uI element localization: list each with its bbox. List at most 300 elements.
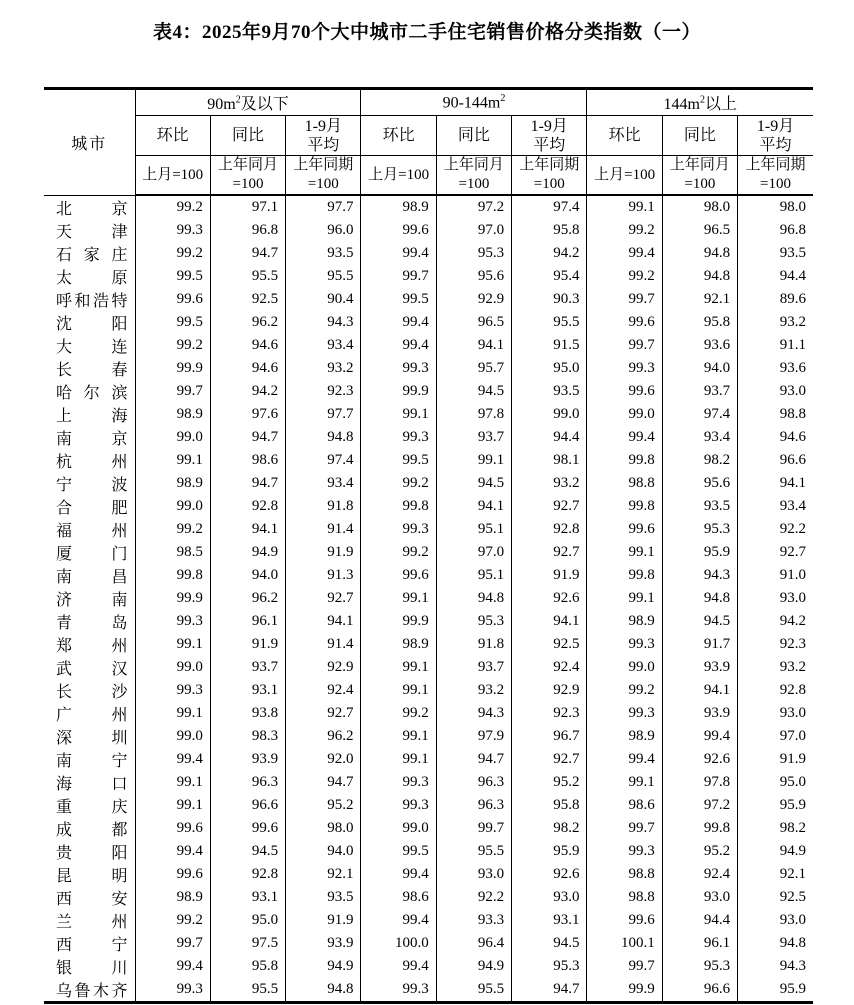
table-row — [44, 334, 813, 357]
city-name: 西 宁 — [56, 936, 128, 954]
value-cell: 91.5 — [512, 334, 587, 357]
value-cell: 96.1 — [662, 932, 737, 955]
value-cell: 93.1 — [210, 886, 285, 909]
metric-header-avg: 1-9月 平均 — [738, 116, 813, 156]
table-body — [44, 195, 813, 1002]
value-cell: 99.8 — [587, 564, 662, 587]
value-cell: 92.8 — [210, 863, 285, 886]
value-cell: 99.4 — [587, 242, 662, 265]
city-name: 南 京 — [56, 430, 128, 448]
group-header-row — [44, 89, 813, 116]
city-name: 厦 门 — [56, 545, 128, 563]
city-name: 太 原 — [56, 269, 128, 287]
value-cell: 99.8 — [662, 817, 737, 840]
value-cell: 94.3 — [662, 564, 737, 587]
city-cell — [44, 495, 135, 518]
value-cell: 92.8 — [779, 681, 806, 698]
value-cell: 93.7 — [436, 426, 511, 449]
value-cell: 94.6 — [210, 334, 285, 357]
value-cell: 95.2 — [512, 771, 587, 794]
value-cell: 99.7 — [436, 817, 511, 840]
value-cell: 92.7 — [512, 541, 587, 564]
value-cell: 92.1 — [662, 288, 737, 311]
city-name: 贵 阳 — [56, 844, 128, 862]
value-cell: 93.0 — [779, 382, 806, 399]
city-name: 南 昌 — [56, 568, 128, 586]
value-cell: 93.4 — [286, 472, 361, 495]
value-cell: 99.3 — [135, 610, 210, 633]
value-cell: 97.9 — [436, 725, 511, 748]
value-cell: 92.6 — [512, 863, 587, 886]
city-cell — [44, 656, 135, 679]
value-cell: 98.2 — [662, 449, 737, 472]
table-row — [44, 702, 813, 725]
value-cell: 91.8 — [286, 495, 361, 518]
value-cell: 99.8 — [135, 564, 210, 587]
value-cell: 99.7 — [587, 817, 662, 840]
table-row — [44, 380, 813, 403]
value-cell: 95.8 — [210, 955, 285, 978]
value-cell: 93.7 — [662, 380, 737, 403]
value-cell: 99.3 — [587, 357, 662, 380]
value-cell: 92.4 — [662, 863, 737, 886]
value-cell: 96.2 — [210, 311, 285, 334]
value-cell: 92.9 — [512, 679, 587, 702]
value-cell: 99.6 — [135, 863, 210, 886]
value-cell: 99.1 — [361, 748, 436, 771]
city-cell — [44, 886, 135, 909]
value-cell: 94.7 — [512, 978, 587, 1003]
city-name: 杭 州 — [56, 453, 128, 471]
value-cell: 91.0 — [779, 566, 806, 583]
value-cell: 94.8 — [286, 978, 361, 1003]
value-cell: 98.0 — [779, 198, 806, 215]
value-cell: 95.5 — [286, 265, 361, 288]
value-cell: 91.8 — [436, 633, 511, 656]
table-row — [44, 932, 813, 955]
value-cell: 99.1 — [587, 541, 662, 564]
value-cell: 92.7 — [286, 702, 361, 725]
city-cell — [44, 863, 135, 886]
value-cell: 94.1 — [779, 474, 806, 491]
city-name: 海 口 — [56, 775, 128, 793]
value-cell: 99.5 — [135, 311, 210, 334]
value-cell: 98.8 — [587, 472, 662, 495]
value-cell: 92.7 — [286, 587, 361, 610]
value-cell: 96.5 — [662, 219, 737, 242]
value-cell: 95.0 — [512, 357, 587, 380]
value-cell: 99.6 — [361, 564, 436, 587]
value-cell: 97.8 — [436, 403, 511, 426]
value-cell: 94.9 — [436, 955, 511, 978]
value-cell: 92.2 — [779, 520, 806, 537]
value-cell: 99.4 — [361, 909, 436, 932]
value-cell: 95.5 — [210, 978, 285, 1003]
city-cell — [44, 288, 135, 311]
value-cell: 99.3 — [587, 702, 662, 725]
value-cell: 95.2 — [662, 840, 737, 863]
value-cell: 94.7 — [210, 426, 285, 449]
value-cell: 93.5 — [512, 380, 587, 403]
value-cell: 99.3 — [587, 840, 662, 863]
value-cell: 95.6 — [436, 265, 511, 288]
value-cell: 98.5 — [135, 541, 210, 564]
value-cell: 98.6 — [210, 449, 285, 472]
city-cell — [44, 334, 135, 357]
value-cell: 99.6 — [587, 909, 662, 932]
value-cell: 99.3 — [361, 426, 436, 449]
value-cell: 100.1 — [587, 932, 662, 955]
value-cell: 95.1 — [436, 564, 511, 587]
value-cell: 96.3 — [436, 794, 511, 817]
city-name: 重 庆 — [56, 798, 128, 816]
value-cell: 96.1 — [210, 610, 285, 633]
value-cell: 99.1 — [587, 195, 662, 219]
group-header-90-below — [135, 89, 361, 116]
city-column-header: 城市 — [44, 89, 135, 196]
value-cell: 99.3 — [135, 978, 210, 1003]
city-name: 呼 和 浩 特 — [56, 292, 128, 310]
value-cell: 99.1 — [135, 633, 210, 656]
value-cell: 93.4 — [286, 334, 361, 357]
value-cell: 98.9 — [361, 633, 436, 656]
price-index-table — [44, 87, 813, 1004]
base-header-avg: 上年同期 =100 — [286, 156, 361, 196]
value-cell: 95.8 — [512, 794, 587, 817]
value-cell: 93.2 — [436, 679, 511, 702]
group-superscript: 2 — [500, 92, 506, 104]
value-cell: 95.7 — [436, 357, 511, 380]
value-cell: 95.8 — [662, 311, 737, 334]
value-cell: 93.7 — [210, 656, 285, 679]
value-cell: 94.3 — [286, 311, 361, 334]
table-row — [44, 679, 813, 702]
city-name: 广 州 — [56, 706, 128, 724]
city-cell — [44, 817, 135, 840]
value-cell: 99.2 — [135, 242, 210, 265]
value-cell: 99.3 — [587, 633, 662, 656]
value-cell: 92.7 — [779, 543, 806, 560]
table-row — [44, 449, 813, 472]
base-header-yoy: 上年同月 =100 — [662, 156, 737, 196]
table-row — [44, 725, 813, 748]
value-cell: 94.0 — [662, 357, 737, 380]
city-name: 合 肥 — [56, 499, 128, 517]
city-cell — [44, 403, 135, 426]
base-header-mom: 上月=100 — [361, 156, 436, 196]
value-cell: 98.6 — [361, 886, 436, 909]
value-cell: 96.0 — [286, 219, 361, 242]
value-cell: 92.3 — [286, 380, 361, 403]
value-cell: 93.2 — [512, 472, 587, 495]
value-cell: 94.1 — [662, 679, 737, 702]
value-cell: 93.9 — [286, 932, 361, 955]
value-cell: 99.6 — [587, 311, 662, 334]
city-cell — [44, 449, 135, 472]
city-cell — [44, 794, 135, 817]
city-name: 大 连 — [56, 338, 128, 356]
group-superscript: 2 — [235, 94, 241, 106]
metric-header-avg: 1-9月 平均 — [286, 116, 361, 156]
value-cell: 93.0 — [779, 704, 806, 721]
value-cell: 92.9 — [286, 656, 361, 679]
value-cell: 93.9 — [662, 656, 737, 679]
value-cell: 99.6 — [210, 817, 285, 840]
table-row — [44, 495, 813, 518]
city-name: 深 圳 — [56, 729, 128, 747]
value-cell: 99.9 — [361, 380, 436, 403]
city-cell — [44, 472, 135, 495]
value-cell: 94.5 — [512, 932, 587, 955]
value-cell: 99.2 — [361, 702, 436, 725]
value-cell: 99.3 — [135, 679, 210, 702]
value-cell: 92.1 — [779, 865, 806, 882]
value-cell: 95.8 — [512, 219, 587, 242]
value-cell: 94.7 — [286, 771, 361, 794]
value-cell: 97.2 — [436, 195, 511, 219]
table-row — [44, 219, 813, 242]
value-cell: 98.0 — [662, 195, 737, 219]
value-cell: 92.9 — [436, 288, 511, 311]
city-cell — [44, 932, 135, 955]
value-cell: 94.0 — [286, 840, 361, 863]
value-cell: 98.1 — [512, 449, 587, 472]
value-cell: 94.5 — [210, 840, 285, 863]
value-cell: 99.3 — [361, 771, 436, 794]
table-row — [44, 403, 813, 426]
table-row — [44, 587, 813, 610]
value-cell: 94.1 — [286, 610, 361, 633]
value-cell: 94.4 — [779, 267, 806, 284]
value-cell: 93.8 — [210, 702, 285, 725]
metric-header-yoy: 同比 — [662, 116, 737, 156]
value-cell: 99.3 — [361, 978, 436, 1003]
table-row — [44, 518, 813, 541]
value-cell: 99.8 — [587, 495, 662, 518]
value-cell: 97.8 — [662, 771, 737, 794]
metric-header-avg: 1-9月 平均 — [512, 116, 587, 156]
value-cell: 99.4 — [135, 840, 210, 863]
value-cell: 95.5 — [436, 978, 511, 1003]
table-row — [44, 863, 813, 886]
value-cell: 94.9 — [210, 541, 285, 564]
value-cell: 93.0 — [512, 886, 587, 909]
value-cell: 99.4 — [361, 242, 436, 265]
value-cell: 96.6 — [662, 978, 737, 1003]
value-cell: 99.0 — [135, 656, 210, 679]
table-row — [44, 610, 813, 633]
value-cell: 93.2 — [779, 313, 806, 330]
value-cell: 94.8 — [662, 587, 737, 610]
value-cell: 97.1 — [210, 195, 285, 219]
value-cell: 93.4 — [779, 497, 806, 514]
group-header-144-above — [587, 89, 813, 116]
value-cell: 95.9 — [779, 980, 806, 997]
value-cell: 99.5 — [135, 265, 210, 288]
value-cell: 95.0 — [779, 773, 806, 790]
value-cell: 95.3 — [436, 610, 511, 633]
value-cell: 100.0 — [361, 932, 436, 955]
value-cell: 99.3 — [361, 794, 436, 817]
city-name: 济 南 — [56, 591, 128, 609]
value-cell: 91.9 — [512, 564, 587, 587]
value-cell: 94.7 — [436, 748, 511, 771]
value-cell: 99.9 — [135, 587, 210, 610]
value-cell: 92.7 — [512, 748, 587, 771]
value-cell: 94.7 — [210, 242, 285, 265]
value-cell: 97.5 — [210, 932, 285, 955]
value-cell: 93.3 — [436, 909, 511, 932]
value-cell: 94.3 — [779, 957, 806, 974]
value-cell: 92.8 — [210, 495, 285, 518]
value-cell: 94.1 — [512, 610, 587, 633]
value-cell: 94.8 — [286, 426, 361, 449]
value-cell: 94.8 — [779, 934, 806, 951]
value-cell: 97.7 — [286, 195, 361, 219]
city-cell — [44, 840, 135, 863]
city-name: 福 州 — [56, 522, 128, 540]
value-cell: 96.5 — [436, 311, 511, 334]
value-cell: 97.4 — [286, 449, 361, 472]
value-cell: 93.5 — [779, 244, 806, 261]
value-cell: 95.3 — [436, 242, 511, 265]
metric-header-row — [44, 116, 813, 156]
value-cell: 92.5 — [779, 888, 806, 905]
group-label-post: 及以下 — [240, 96, 289, 113]
value-cell: 93.0 — [779, 589, 806, 606]
value-cell: 94.9 — [286, 955, 361, 978]
value-cell: 93.0 — [436, 863, 511, 886]
value-cell: 95.5 — [512, 311, 587, 334]
value-cell: 98.9 — [587, 610, 662, 633]
value-cell: 94.6 — [210, 357, 285, 380]
value-cell: 99.7 — [135, 380, 210, 403]
table-row — [44, 265, 813, 288]
city-cell — [44, 518, 135, 541]
value-cell: 91.1 — [779, 336, 806, 353]
value-cell: 99.4 — [662, 725, 737, 748]
city-cell — [44, 564, 135, 587]
value-cell: 99.3 — [361, 357, 436, 380]
value-cell: 93.0 — [662, 886, 737, 909]
value-cell: 99.9 — [361, 610, 436, 633]
value-cell: 96.2 — [286, 725, 361, 748]
value-cell: 99.8 — [587, 449, 662, 472]
value-cell: 99.6 — [135, 817, 210, 840]
table-row — [44, 564, 813, 587]
value-cell: 98.2 — [512, 817, 587, 840]
value-cell: 93.2 — [779, 658, 806, 675]
value-cell: 99.0 — [587, 403, 662, 426]
value-cell: 94.0 — [210, 564, 285, 587]
city-cell — [44, 265, 135, 288]
city-name: 银 川 — [56, 959, 128, 977]
metric-header-yoy: 同比 — [210, 116, 285, 156]
metric-header-mom: 环比 — [361, 116, 436, 156]
city-cell — [44, 610, 135, 633]
city-cell — [44, 633, 135, 656]
value-cell: 94.8 — [662, 242, 737, 265]
value-cell: 96.3 — [210, 771, 285, 794]
value-cell: 94.8 — [662, 265, 737, 288]
value-cell: 99.1 — [361, 587, 436, 610]
value-cell: 99.4 — [587, 426, 662, 449]
value-cell: 99.7 — [135, 932, 210, 955]
value-cell: 92.8 — [512, 518, 587, 541]
value-cell: 92.6 — [662, 748, 737, 771]
value-cell: 94.8 — [436, 587, 511, 610]
base-header-avg: 上年同期 =100 — [512, 156, 587, 196]
value-cell: 93.4 — [662, 426, 737, 449]
city-cell — [44, 311, 135, 334]
city-cell — [44, 978, 135, 1003]
value-cell: 99.2 — [135, 195, 210, 219]
value-cell: 93.9 — [210, 748, 285, 771]
value-cell: 92.5 — [210, 288, 285, 311]
value-cell: 99.8 — [361, 495, 436, 518]
value-cell: 99.2 — [135, 334, 210, 357]
value-cell: 99.2 — [587, 219, 662, 242]
table-row — [44, 288, 813, 311]
value-cell: 99.4 — [361, 334, 436, 357]
city-name: 南 宁 — [56, 752, 128, 770]
value-cell: 96.6 — [210, 794, 285, 817]
value-cell: 97.4 — [512, 195, 587, 219]
value-cell: 91.3 — [286, 564, 361, 587]
base-header-mom: 上月=100 — [587, 156, 662, 196]
value-cell: 99.0 — [361, 817, 436, 840]
value-cell: 92.1 — [286, 863, 361, 886]
value-cell: 99.6 — [587, 518, 662, 541]
value-cell: 95.9 — [779, 796, 806, 813]
value-cell: 99.3 — [361, 518, 436, 541]
value-cell: 96.2 — [210, 587, 285, 610]
value-cell: 99.1 — [587, 587, 662, 610]
value-cell: 99.9 — [135, 357, 210, 380]
table-row — [44, 840, 813, 863]
city-name: 兰 州 — [56, 913, 128, 931]
value-cell: 94.1 — [210, 518, 285, 541]
city-cell — [44, 679, 135, 702]
value-cell: 98.0 — [286, 817, 361, 840]
value-cell: 99.2 — [135, 909, 210, 932]
value-cell: 91.9 — [779, 750, 806, 767]
value-cell: 98.8 — [779, 405, 806, 422]
group-label: 90m — [207, 96, 236, 113]
value-cell: 91.4 — [286, 518, 361, 541]
value-cell: 99.0 — [587, 656, 662, 679]
value-cell: 97.0 — [779, 727, 806, 744]
value-cell: 92.3 — [512, 702, 587, 725]
value-cell: 98.9 — [361, 195, 436, 219]
city-name: 成 都 — [56, 821, 128, 839]
value-cell: 98.6 — [587, 794, 662, 817]
base-header-yoy: 上年同月 =100 — [210, 156, 285, 196]
city-name: 石 家 庄 — [56, 246, 128, 264]
table-row — [44, 771, 813, 794]
value-cell: 97.6 — [210, 403, 285, 426]
city-name: 西 安 — [56, 890, 128, 908]
value-cell: 98.3 — [210, 725, 285, 748]
value-cell: 95.9 — [512, 840, 587, 863]
value-cell: 90.4 — [286, 288, 361, 311]
value-cell: 94.2 — [512, 242, 587, 265]
value-cell: 90.3 — [512, 288, 587, 311]
value-cell: 91.7 — [662, 633, 737, 656]
city-name: 昆 明 — [56, 867, 128, 885]
value-cell: 94.2 — [779, 612, 806, 629]
city-name: 乌 鲁 木 齐 — [56, 982, 128, 1000]
